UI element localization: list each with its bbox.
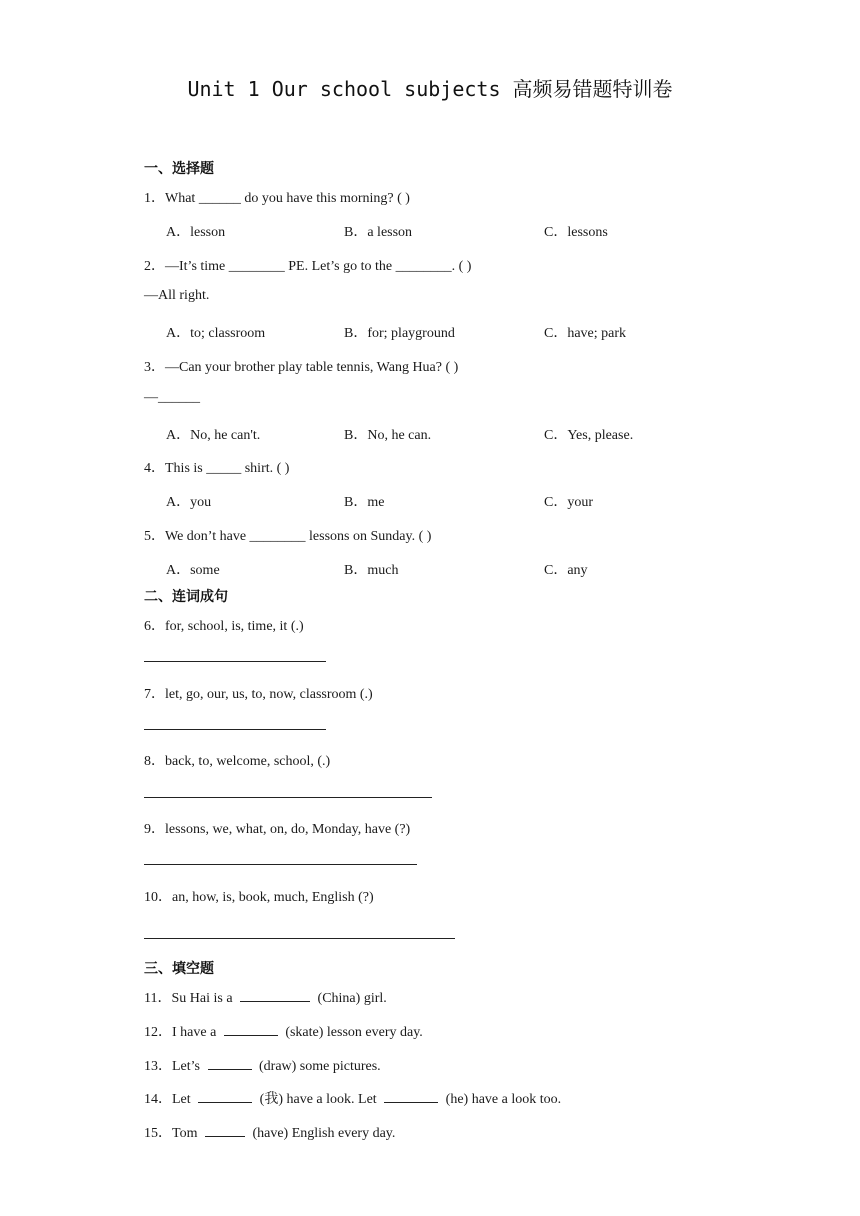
question-5-option-a[interactable]: A．some <box>166 563 220 578</box>
question-1-option-c[interactable]: C．lessons <box>544 225 608 240</box>
question-5-option-b[interactable]: B．much <box>344 563 399 578</box>
question-8-stem: 8．back, to, welcome, school, (.) <box>144 754 331 769</box>
question-11-post: (China) girl. <box>314 991 387 1006</box>
question-15-post: (have) English every day. <box>248 1126 396 1141</box>
question-1-option-a[interactable]: A．lesson <box>166 225 226 240</box>
question-2-option-c[interactable]: C．have; park <box>544 326 627 341</box>
question-14 <box>144 1088 561 1108</box>
question-4-option-b[interactable]: B．me <box>344 495 385 510</box>
question-2-option-b[interactable]: B．for; playground <box>344 326 455 341</box>
question-12-post: (skate) lesson every day. <box>281 1025 423 1040</box>
question-5-stem: 5．We don’t have ________ lessons on Sunday. ( ) <box>144 529 432 544</box>
section-heading-fill: 三、填空题 <box>144 961 214 977</box>
page-title: Unit 1 Our school subjects 高频易错题特训卷 <box>187 77 673 101</box>
answer-line-10[interactable] <box>144 938 455 939</box>
question-15-pre: 15．Tom <box>144 1126 201 1141</box>
question-12 <box>144 1021 423 1041</box>
question-13-post: (draw) some pictures. <box>255 1059 381 1074</box>
blank-14b[interactable] <box>384 1090 438 1103</box>
question-9-stem: 9．lessons, we, what, on, do, Monday, have (?) <box>144 822 411 837</box>
question-15 <box>144 1122 395 1142</box>
question-2-stem: 2．—It’s time ________ PE. Let’s go to the ________. ( ) <box>144 259 472 274</box>
answer-line-7[interactable] <box>144 729 326 730</box>
question-12-pre: 12．I have a <box>144 1025 220 1040</box>
question-3-option-c[interactable]: C．Yes, please. <box>544 428 634 443</box>
answer-line-8[interactable] <box>144 797 432 798</box>
blank-14a[interactable] <box>198 1090 252 1103</box>
question-14-mid: (我) have a look. Let <box>256 1092 381 1107</box>
blank-11[interactable] <box>240 989 310 1002</box>
question-14-post: (he) have a look too. <box>442 1092 562 1107</box>
question-2-reply: —All right. <box>144 288 210 303</box>
question-1-stem: 1．What ______ do you have this morning? ( ) <box>144 191 410 206</box>
blank-13[interactable] <box>208 1057 252 1070</box>
question-11-pre: 11．Su Hai is a <box>144 991 237 1006</box>
question-4-stem: 4．This is _____ shirt. ( ) <box>144 461 290 476</box>
answer-line-6[interactable] <box>144 661 326 662</box>
question-4-option-c[interactable]: C．your <box>544 495 593 510</box>
question-4-option-a[interactable]: A．you <box>166 495 212 510</box>
question-7-stem: 7．let, go, our, us, to, now, classroom (.) <box>144 687 373 702</box>
question-13-pre: 13．Let’s <box>144 1059 204 1074</box>
question-14-pre: 14．Let <box>144 1092 195 1107</box>
question-13 <box>144 1055 381 1075</box>
blank-15[interactable] <box>205 1124 245 1137</box>
question-3-option-b[interactable]: B．No, he can. <box>344 428 432 443</box>
question-1-option-b[interactable]: B．a lesson <box>344 225 413 240</box>
section-heading-sentences: 二、连词成句 <box>144 589 228 605</box>
question-6-stem: 6．for, school, is, time, it (.) <box>144 619 304 634</box>
question-11 <box>144 987 387 1007</box>
question-3-option-a[interactable]: A．No, he can't. <box>166 428 261 443</box>
question-5-option-c[interactable]: C．any <box>544 563 588 578</box>
section-heading-choice: 一、选择题 <box>144 161 214 177</box>
blank-12[interactable] <box>224 1023 278 1036</box>
question-10-stem: 10．an, how, is, book, much, English (?) <box>144 890 374 905</box>
question-3-stem: 3．—Can your brother play table tennis, Wang Hua? ( ) <box>144 360 459 375</box>
question-3-reply: —______ <box>144 390 200 405</box>
question-2-option-a[interactable]: A．to; classroom <box>166 326 266 341</box>
answer-line-9[interactable] <box>144 864 417 865</box>
